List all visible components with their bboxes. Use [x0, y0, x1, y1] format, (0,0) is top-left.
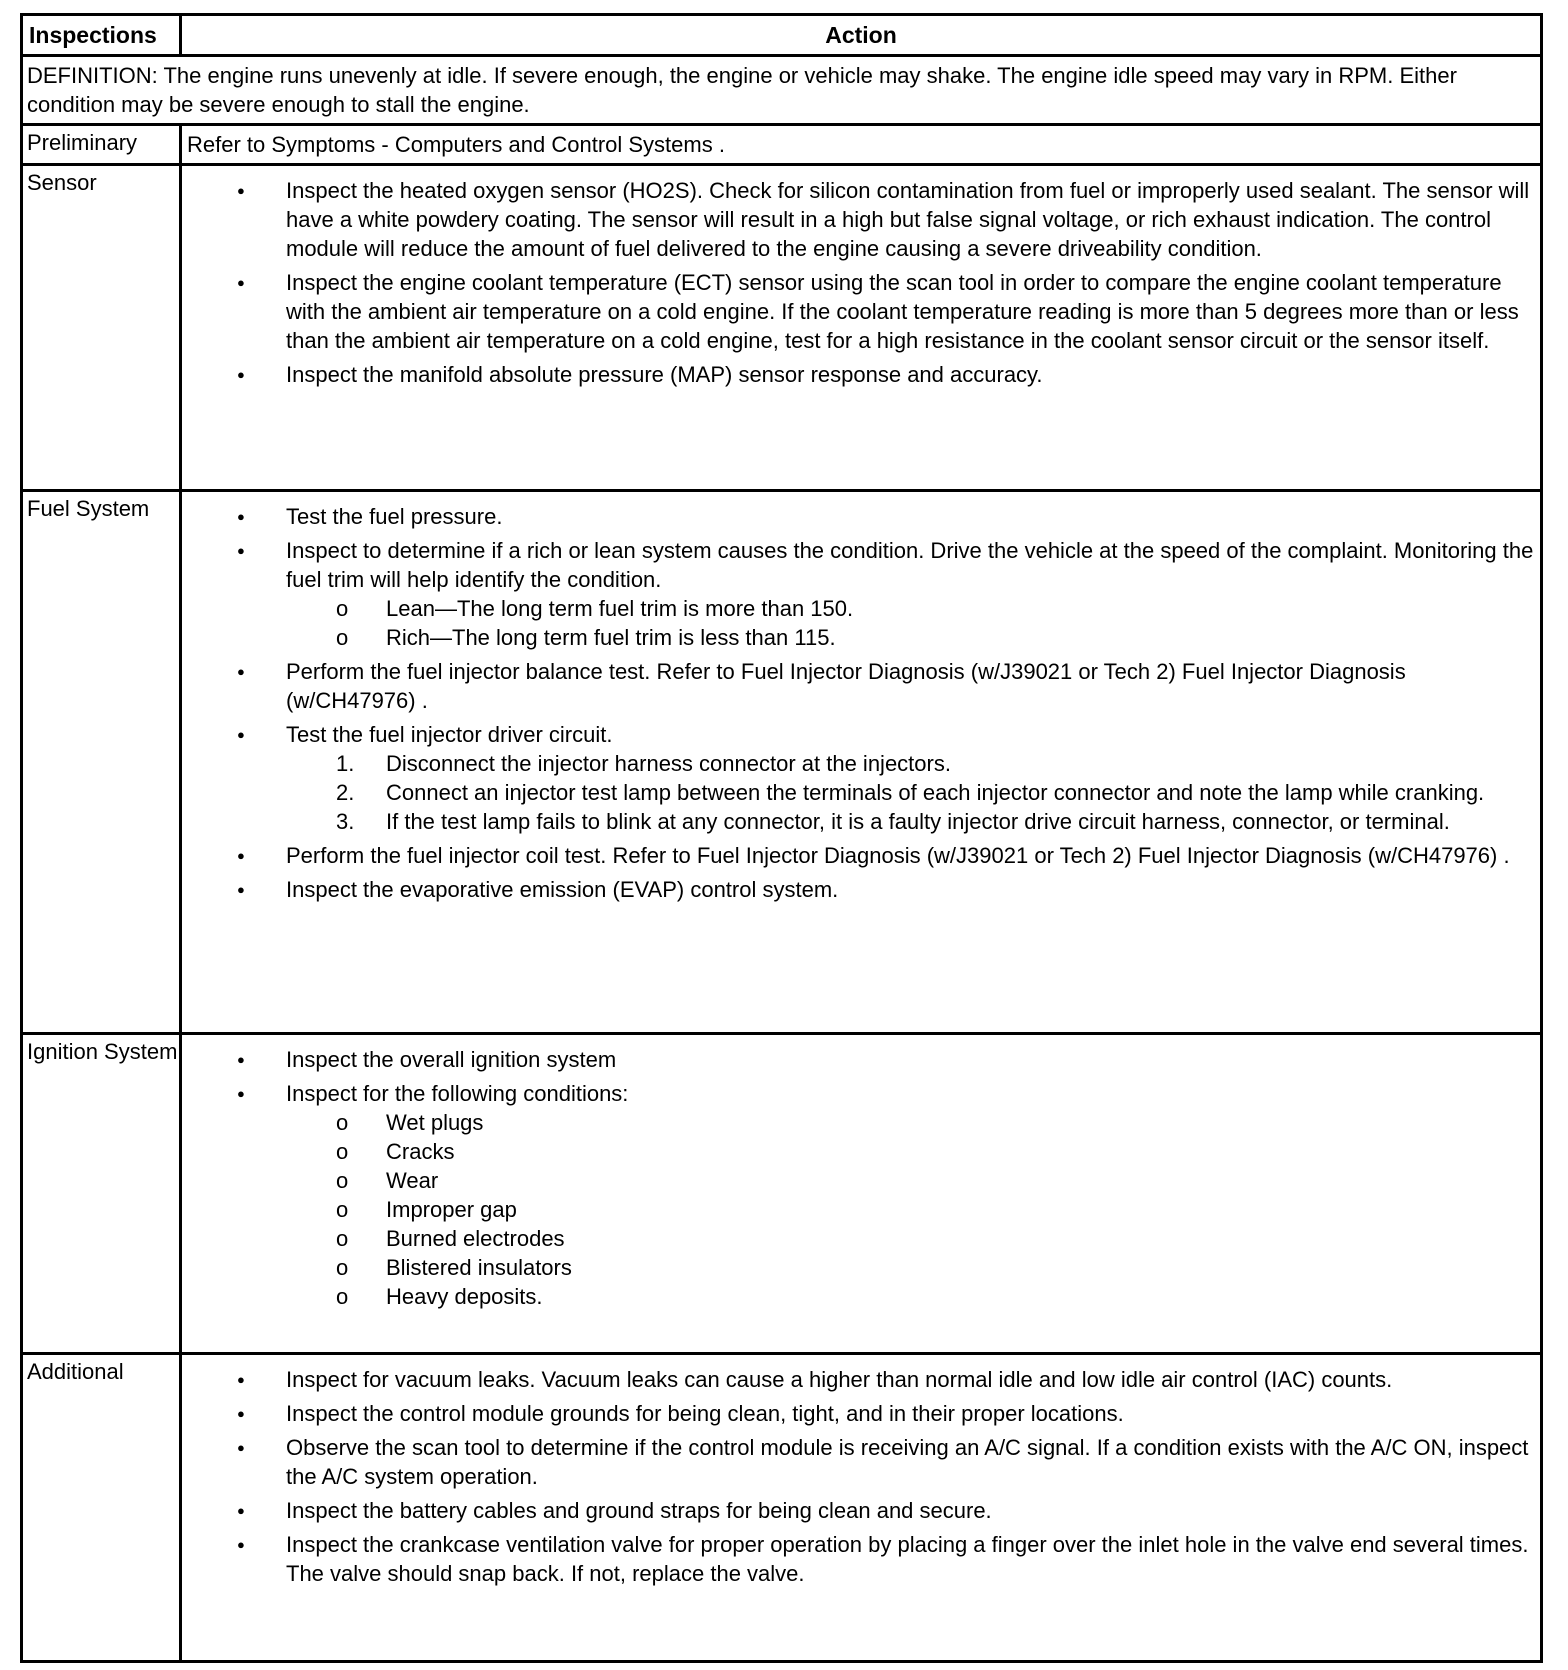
sub-item [336, 1282, 1536, 1311]
sub-item [336, 1253, 1536, 1282]
sub-item-text: Heavy deposits. [386, 1284, 543, 1309]
definition-row [22, 56, 1542, 125]
sub-item [336, 1195, 1536, 1224]
list-item: ● Inspect the overall ignition system [286, 1045, 1536, 1074]
sub-item [336, 1224, 1536, 1253]
sub-item [336, 623, 1536, 652]
list-item: ● Observe the scan tool to determine if the control module is receiving an A/C signal. If a condition exists with the A/C ON, inspect the A/C system operation. [286, 1433, 1536, 1491]
preliminary-row [22, 125, 1542, 165]
additional-actions [181, 1354, 1542, 1662]
sub-item-text: Rich—The long term fuel trim is less than 115. [386, 625, 836, 650]
sub-item [336, 1166, 1536, 1195]
header-row [22, 15, 1542, 56]
sub-item-text: Wet plugs [386, 1110, 484, 1135]
step-text: Connect an injector test lamp between the terminals of each injector connector and note the lamp while cranking. [386, 780, 1485, 805]
sub-item [336, 594, 1536, 623]
sub-marker: o [336, 1139, 349, 1164]
sub-item-text: Lean—The long term fuel trim is more than 150. [386, 596, 854, 621]
header-action: Action [181, 15, 1542, 56]
step-text: Disconnect the injector harness connector at the injectors. [386, 751, 951, 776]
list-item: ● Inspect for vacuum leaks. Vacuum leaks can cause a higher than normal idle and low idle air control (IAC) counts. [286, 1365, 1536, 1394]
ignition-actions [181, 1034, 1542, 1354]
step-number: 1. [336, 751, 355, 776]
list-item: ● Inspect the manifold absolute pressure (MAP) sensor response and accuracy. [286, 360, 1536, 389]
header-inspections: Inspections [22, 15, 181, 56]
preliminary-text: Refer to Symptoms - Computers and Control Systems . [181, 125, 1542, 165]
sub-marker: o [336, 1226, 349, 1251]
sensor-row [22, 165, 1542, 491]
step-text: If the test lamp fails to blink at any connector, it is a faulty injector drive circuit harness, connector, or terminal. [386, 809, 1450, 834]
step-item [336, 778, 1536, 807]
fuel-label: Fuel System [22, 491, 181, 1034]
diagnostic-table [20, 13, 1543, 1663]
sub-item [336, 1108, 1536, 1137]
additional-row [22, 1354, 1542, 1662]
list-item: ● Inspect the evaporative emission (EVAP) control system. [286, 875, 1536, 904]
ignition-label: Ignition System [22, 1034, 181, 1354]
sub-marker: o [336, 1197, 349, 1222]
sub-item-text: Blistered insulators [386, 1255, 572, 1280]
sub-marker: o [336, 1255, 349, 1280]
sub-item [336, 1137, 1536, 1166]
list-item-text: Inspect to determine if a rich or lean system causes the condition. Drive the vehicle at the speed of the complaint. Monitoring the fuel trim will help identify the condition. [286, 538, 1534, 592]
sub-marker: o [336, 625, 349, 650]
step-number: 3. [336, 809, 355, 834]
list-item-text: Inspect for the following conditions: [286, 1081, 629, 1106]
sub-marker: o [336, 1284, 349, 1309]
sensor-actions [181, 165, 1542, 491]
list-item: ● Perform the fuel injector balance test. Refer to Fuel Injector Diagnosis (w/J39021 or Tech 2) Fuel Injector Diagnosis (w/CH47976) . [286, 657, 1536, 715]
sub-marker: o [336, 1168, 349, 1193]
fuel-actions [181, 491, 1542, 1034]
list-item: ● Inspect the crankcase ventilation valve for proper operation by placing a finger over the inlet hole in the valve end several times. The valve should snap back. If not, replace the valve. [286, 1530, 1536, 1588]
list-item: ● Inspect the engine coolant temperature (ECT) sensor using the scan tool in order to compare the engine coolant temperature with the ambient air temperature on a cold engine. If the coolant temperature reading is more than 5 degrees more than or less than the ambient air temperature on a cold engine, test for a high resistance in the coolant sensor circuit or the sensor itself. [286, 268, 1536, 355]
ignition-row [22, 1034, 1542, 1354]
step-item [336, 807, 1536, 836]
additional-label: Additional [22, 1354, 181, 1662]
sub-item-text: Cracks [386, 1139, 455, 1164]
list-item: ● Inspect the heated oxygen sensor (HO2S). Check for silicon contamination from fuel or improperly used sealant. The sensor will have a white powdery coating. The sensor will result in a high but false signal voltage, or rich exhaust indication. The control module will reduce the amount of fuel delivered to the engine causing a severe driveability condition. [286, 176, 1536, 263]
preliminary-label: Preliminary [22, 125, 181, 165]
list-item: ● Inspect the control module grounds for being clean, tight, and in their proper locations. [286, 1399, 1536, 1428]
sub-marker: o [336, 1110, 349, 1135]
step-item [336, 749, 1536, 778]
list-item [286, 536, 1536, 652]
list-item: ● Inspect the battery cables and ground straps for being clean and secure. [286, 1496, 1536, 1525]
definition-text: DEFINITION: The engine runs unevenly at idle. If severe enough, the engine or vehicle may shake. The engine idle speed may vary in RPM. Either condition may be severe enough to stall the engine. [22, 56, 1542, 125]
list-item: ● Test the fuel pressure. [286, 502, 1536, 531]
list-item [286, 1079, 1536, 1311]
list-item-text: Test the fuel injector driver circuit. [286, 722, 613, 747]
sensor-label: Sensor [22, 165, 181, 491]
fuel-row [22, 491, 1542, 1034]
sub-item-text: Wear [386, 1168, 439, 1193]
sub-item-text: Improper gap [386, 1197, 517, 1222]
step-number: 2. [336, 780, 355, 805]
list-item [286, 720, 1536, 836]
sub-marker: o [336, 596, 349, 621]
sub-item-text: Burned electrodes [386, 1226, 565, 1251]
list-item: ● Perform the fuel injector coil test. Refer to Fuel Injector Diagnosis (w/J39021 or Tech 2) Fuel Injector Diagnosis (w/CH47976) . [286, 841, 1536, 870]
